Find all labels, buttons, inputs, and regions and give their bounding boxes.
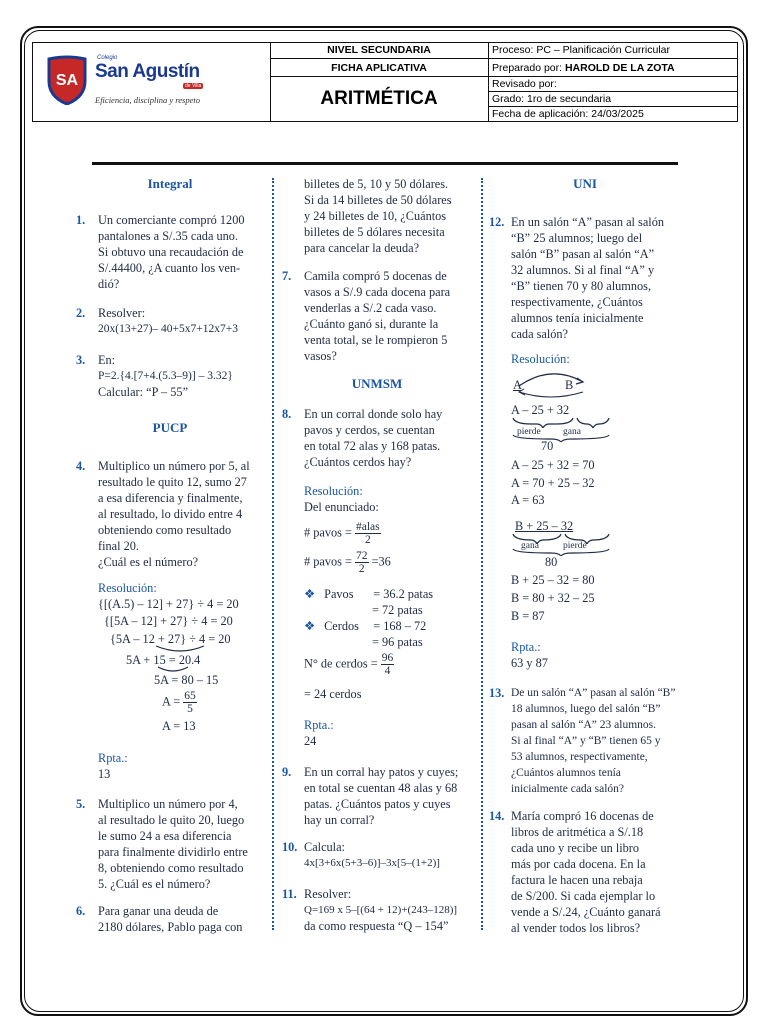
shield-letters: SA: [55, 72, 79, 89]
total-b: 80: [545, 555, 558, 569]
step-line: {5A – 12 + 27} ÷ 4 = 20: [110, 632, 231, 646]
fraction-line: [304, 652, 394, 677]
label-gana: gana: [563, 427, 581, 437]
text-line: para cancelar la deuda?: [304, 241, 420, 255]
text-line: En un salón “A” pasan al salón: [511, 215, 664, 229]
text-line: en total 72 alas y 168 patas.: [304, 439, 441, 453]
step-line: {[(A.5) – 12] + 27} ÷ 4 = 20: [98, 597, 239, 611]
text-line: Multiplico un número por 5, al: [98, 459, 250, 473]
header-table: [32, 42, 738, 122]
text-line: billetes de 5, 10 y 50 dólares.: [304, 177, 449, 191]
text-line: alumnos tenía inicialmente: [511, 311, 644, 325]
question-4: [76, 458, 264, 570]
text-line: para finalmente dividirlo entre: [98, 845, 248, 859]
header-right: [488, 43, 738, 121]
resolution-label: Resolución:: [511, 352, 570, 366]
text-line: y 24 billetes de 10, ¿Cuántos: [304, 209, 447, 223]
step-line: B = 87: [511, 609, 545, 623]
text-line: patas. ¿Cuántos patos y cuyes: [304, 797, 451, 811]
school-small-label: Colegio: [97, 55, 118, 61]
question-13: [489, 685, 681, 797]
text-line: “B” 25 alumnos; luego del: [511, 231, 643, 245]
text-line: Camila compró 5 docenas de: [304, 269, 447, 283]
question-number: 13.: [489, 686, 505, 700]
result-line: = 24 cerdos: [304, 687, 362, 701]
text-line: En:: [98, 353, 116, 367]
text-line: Si al final “A” y “B” tienen 65 y: [511, 735, 661, 747]
question-number: 3.: [76, 353, 86, 367]
underbrace-total: [511, 548, 611, 556]
sheet-label: FICHA APLICATIVA: [270, 59, 488, 77]
diamond-icon: ❖: [304, 619, 316, 633]
question-10: [282, 839, 472, 871]
text-line: pavos y cerdos, se cuentan: [304, 423, 435, 437]
denominator: 2: [358, 563, 365, 575]
fraction: [355, 550, 369, 575]
question-3: [76, 352, 264, 400]
text-line: De un salón “A” pasan al salón “B”: [511, 687, 676, 699]
text-line: ¿Cuántos alumnos tenía: [511, 767, 621, 779]
column-divider-1: [272, 178, 274, 930]
text-line: ¿Cuánto ganó si, durante la: [304, 317, 439, 331]
text-line: pasan al salón “A” 23 alumnos.: [511, 719, 656, 731]
text-line: pantalones a S/.35 cada uno.: [98, 229, 239, 243]
fraction-result: =36: [371, 554, 391, 569]
total-a: 70: [541, 439, 554, 453]
text-line: más por cada docena. En la: [511, 857, 646, 871]
question-6-continued: [282, 176, 472, 256]
fraction-lhs: N° de cerdos =: [304, 656, 378, 671]
section-title-integral: Integral: [147, 176, 193, 191]
resolution-label: Resolución:: [304, 484, 363, 498]
school-logo: [33, 43, 271, 121]
question-7: [282, 268, 472, 364]
text-line: 8, obteniendo como resultado: [98, 861, 244, 875]
text-line: Multiplico un número por 4,: [98, 797, 238, 811]
fraction: [183, 690, 197, 715]
text-line: ¿Cuántos cerdos hay?: [304, 455, 412, 469]
question-6: [76, 903, 264, 935]
question-number: 9.: [282, 765, 292, 779]
numerator: 96: [381, 652, 394, 664]
step-line: B = 80 + 32 – 25: [511, 591, 595, 605]
text-line: da como respuesta “Q – 154”: [304, 919, 449, 933]
answer-label: Rpta.:: [304, 718, 334, 732]
subject-title: ARITMÉTICA: [320, 88, 438, 109]
step-line: A = 13: [162, 719, 196, 733]
step-line: {[5A – 12] + 27} ÷ 4 = 20: [104, 614, 233, 628]
numerator: #alas: [356, 521, 380, 533]
numerator: 72: [356, 550, 368, 562]
question-2: [76, 305, 264, 337]
text-line: Resolver:: [304, 887, 352, 901]
step-line: 5A = 80 – 15: [154, 673, 219, 687]
text-line: Un comerciante compró 1200: [98, 213, 245, 227]
question-number: 8.: [282, 407, 292, 421]
text-line: 32 alumnos. Si al final “A” y: [511, 263, 655, 277]
text-line: final 20.: [98, 539, 139, 553]
text-line: cada salón?: [511, 327, 569, 341]
text-line: a esa diferencia y finalmente,: [98, 491, 243, 505]
reviewed-label: Revisado por:: [488, 77, 738, 92]
fraction: [381, 652, 395, 677]
text-line: en total se cuentan 48 alas y 68: [304, 781, 458, 795]
step-line: A – 25 + 32 = 70: [511, 458, 595, 472]
question-14: [489, 808, 681, 936]
grade-label: Grado: 1ro de secundaria: [488, 92, 738, 107]
text-line: obteniendo como resultado: [98, 523, 232, 537]
room-b-label: B: [565, 378, 574, 392]
answer-label: Rpta.:: [98, 751, 128, 765]
math-line: Q=169 x 5–[(64 + 12)+(243–128)]: [304, 904, 458, 916]
step-line: B + 25 – 32 = 80: [511, 573, 595, 587]
fraction-lhs: # pavos =: [304, 554, 352, 569]
text-line: Para ganar una deuda de: [98, 904, 219, 918]
text-line: respectivamente, ¿Cuántos: [511, 295, 643, 309]
shield-icon: [47, 55, 87, 105]
header-rule: [92, 162, 678, 165]
diamond-icon: ❖: [304, 587, 316, 601]
underbrace-total: [511, 434, 611, 442]
text-line: 5. ¿Cuál es el número?: [98, 877, 211, 891]
text-line: En un corral donde solo hay: [304, 407, 443, 421]
math-line: P=2.{4.[7+4.(5.3–9)] – 3.32}: [98, 370, 233, 382]
question-number: 4.: [76, 459, 86, 473]
text-line: salón “B” pasan al salón “A”: [511, 247, 655, 261]
text-line: S/.44400, ¿A cuanto los ven-: [98, 261, 241, 275]
step-line: A = 70 + 25 – 32: [511, 476, 595, 490]
numerator: 65: [184, 690, 196, 702]
text-line: vende a S/.24, ¿Cuánto ganará: [511, 905, 661, 919]
process-label: Proceso: PC – Planificación Curricular: [488, 43, 738, 59]
bullet-value: = 168 – 72: [373, 619, 427, 633]
text-line: le sumo 24 a esa diferencia: [98, 829, 232, 843]
label-gana: gana: [521, 541, 539, 551]
bullet-value: = 96 patas: [372, 635, 423, 649]
text-line: ¿Cuál es el número?: [98, 555, 199, 569]
question-number: 2.: [76, 306, 86, 320]
question-9: [282, 764, 472, 828]
school-motto: Eficiencia, disciplina y respeto: [95, 95, 200, 105]
label-pierde: pierde: [517, 427, 541, 437]
text-line: vasos a S/.9 cada docena para: [304, 285, 451, 299]
question-number: 10.: [282, 840, 298, 854]
level-label: NIVEL SECUNDARIA: [270, 43, 488, 59]
step-line: A = 63: [511, 493, 545, 507]
fraction-lhs: # pavos =: [304, 525, 352, 540]
question-number: 12.: [489, 215, 505, 229]
header-middle: [270, 43, 489, 121]
denominator: 4: [384, 665, 391, 677]
text-line: María compró 16 docenas de: [511, 809, 654, 823]
question-5: [76, 796, 264, 892]
text-line: Calcula:: [304, 840, 345, 854]
question-number: 6.: [76, 904, 86, 918]
fraction-lhs: A =: [162, 694, 181, 709]
question-12: [489, 214, 681, 342]
text-line: Calcular: “P – 55”: [98, 385, 189, 399]
bullet-value: = 72 patas: [372, 603, 423, 617]
expression-a: A – 25 + 32: [511, 403, 570, 417]
math-line: 4x[3+6x(5+3–6)]–3x[5–(1+2)]: [304, 857, 440, 869]
prepared-by: HAROLD DE LA ZOTA: [564, 62, 675, 74]
text-line: vasos?: [304, 349, 337, 363]
column-divider-2: [481, 178, 483, 930]
fraction: [355, 521, 381, 546]
column-2: [282, 176, 472, 936]
bullet-row: [304, 618, 426, 634]
section-title-pucp: PUCP: [152, 420, 188, 435]
text-line: En un corral hay patos y cuyes;: [304, 765, 459, 779]
date-label: Fecha de aplicación: 24/03/2025: [492, 108, 644, 120]
text-line: 2180 dólares, Pablo paga con: [98, 920, 243, 934]
bullet-label: Cerdos: [324, 619, 359, 633]
text-line: de S/200. Si cada ejemplar lo: [511, 889, 656, 903]
text-line: 18 alumnos, luego del salón “B”: [511, 703, 661, 715]
question-number: 14.: [489, 809, 505, 823]
prepared-label: Preparado por:: [492, 62, 563, 74]
question-number: 7.: [282, 269, 292, 283]
answer-value: 63 y 87: [511, 656, 548, 670]
text-line: “B” tienen 70 y 80 alumnos,: [511, 279, 652, 293]
denominator: 2: [364, 534, 371, 546]
bullet-label: Pavos: [324, 587, 354, 601]
answer-value: 24: [304, 734, 317, 748]
answer-value: 13: [98, 767, 111, 781]
text-line: resultado le quito 12, sumo 27: [98, 475, 247, 489]
label-pierde: pierde: [563, 541, 587, 551]
text-line: Resolver:: [98, 306, 146, 320]
room-a-label: A: [513, 378, 522, 392]
text-line: hay un corral?: [304, 813, 375, 827]
question-11: [282, 886, 472, 934]
column-3: [489, 176, 681, 936]
answer-label: Rpta.:: [511, 640, 541, 654]
bullet-value: = 36.2 patas: [373, 587, 434, 601]
fraction-line: [304, 521, 381, 546]
question-8: [282, 406, 472, 470]
text-line: inicialmente cada salón?: [511, 783, 625, 795]
denominator: 5: [187, 703, 193, 715]
fraction-line: [304, 550, 391, 575]
transfer-diagram: [511, 368, 591, 398]
question-number: 11.: [282, 887, 297, 901]
prepared-row: [488, 59, 738, 77]
text-line: factura le hacen una rebaja: [511, 873, 643, 887]
text-line: libros de aritmética a S/.18: [511, 825, 644, 839]
text-line: billetes de 5 dólares necesita: [304, 225, 445, 239]
section-title-uni: UNI: [573, 176, 597, 191]
text-line: Si da 14 billetes de 50 dólares: [304, 193, 452, 207]
column-1: [76, 176, 264, 936]
school-branch: de Villa: [185, 83, 202, 89]
section-title-unmsm: UNMSM: [351, 376, 403, 391]
resolution-label: Resolución:: [98, 581, 157, 595]
text-line: Del enunciado:: [304, 500, 379, 514]
text-line: Si obtuvo una recaudación de: [98, 245, 244, 259]
math-line: 20x(13+27)– 40+5x7+12x7+3: [98, 323, 238, 335]
text-line: al vender todos los libros?: [511, 921, 641, 935]
text-line: venta total, se le rompieron 5: [304, 333, 448, 347]
text-line: cada uno y recibe un libro: [511, 841, 640, 855]
text-line: venderlas a S/.2 cada vaso.: [304, 301, 437, 315]
school-name: San Agustín: [95, 61, 200, 82]
fraction-line: [162, 690, 197, 715]
text-line: 53 alumnos, respectivamente,: [511, 751, 648, 763]
text-line: al resultado, lo divido entre 4: [98, 507, 243, 521]
bullet-row: [304, 586, 433, 602]
question-number: 1.: [76, 213, 86, 227]
expression-b: B + 25 – 32: [515, 519, 574, 533]
question-number: 5.: [76, 797, 86, 811]
question-1: [76, 212, 264, 292]
text-line: dió?: [98, 277, 120, 291]
step-line: 5A + 15 = 20.4: [126, 653, 201, 667]
text-line: al resultado le quito 20, luego: [98, 813, 245, 827]
